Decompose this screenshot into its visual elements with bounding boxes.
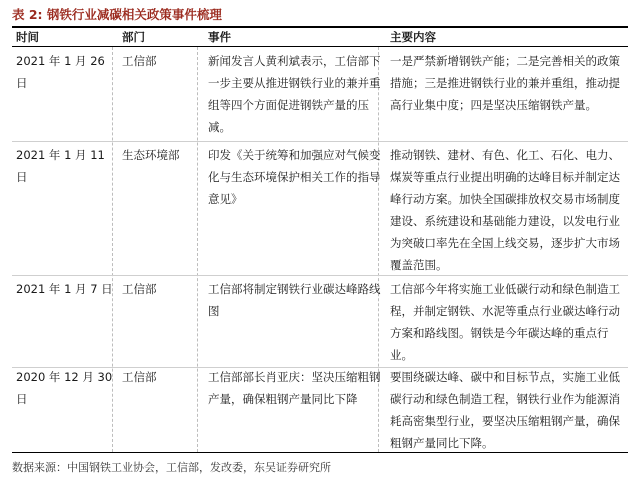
header-content: 主要内容 xyxy=(390,30,436,44)
header-event: 事件 xyxy=(208,30,231,44)
cell-content: 要围绕碳达峰、碳中和目标节点，实施工业低碳行动和绿色制造工程，钢铁行业作为能源消耗高密集型行业，要坚决压缩粗钢产量，确保粗钢产量同比下降。 xyxy=(390,370,620,450)
cell-dept: 工信部 xyxy=(122,370,157,384)
cell-content: 工信部今年将实施工业低碳行动和绿色制造工程，并制定钢铁、水泥等重点行业碳达峰行动方案和路线图。钢铁是今年碳达峰的重点行业。 xyxy=(390,282,620,362)
cell-dept: 工信部 xyxy=(122,282,157,296)
cell-event: 工信部部长肖亚庆：坚决压缩粗钢产量，确保粗钢产量同比下降 xyxy=(208,370,381,406)
table-row xyxy=(12,276,628,368)
cell-dept: 工信部 xyxy=(122,54,157,68)
header-rule xyxy=(12,46,628,47)
cell-content: 推动钢铁、建材、有色、化工、石化、电力、煤炭等重点行业提出明确的达峰目标并制定达峰行动方案。加快全国碳排放权交易市场制度建设、系统建设和基础能力建设，以发电行业为突破口率先在全国上线交易，逐步扩大市场覆盖范围。 xyxy=(390,148,620,272)
table-title: 表 2: 钢铁行业减碳相关政策事件梳理 xyxy=(12,7,222,22)
source-note: 数据来源：中国钢铁工业协会，工信部，发改委，东吴证券研究所 xyxy=(12,461,331,474)
table-row xyxy=(12,50,628,142)
cell-dept: 生态环境部 xyxy=(122,148,180,162)
bottom-rule xyxy=(12,452,628,453)
table-row xyxy=(12,142,628,276)
table-row xyxy=(12,368,628,452)
cell-event: 工信部将制定钢铁行业碳达峰路线图 xyxy=(208,282,381,318)
cell-time: 2021 年 1 月 26 日 xyxy=(16,54,105,90)
cell-event: 新闻发言人黄利斌表示，工信部下一步主要从推进钢铁行业的兼并重组等四个方面促进钢铁产量的压减。 xyxy=(208,54,381,134)
header-time: 时间 xyxy=(16,30,39,44)
cell-time: 2021 年 1 月 7 日 xyxy=(16,282,113,296)
table-header xyxy=(12,28,628,46)
cell-time: 2020 年 12 月 30 日 xyxy=(16,370,113,406)
cell-time: 2021 年 1 月 11 日 xyxy=(16,148,105,184)
cell-event: 印发《关于统筹和加强应对气候变化与生态环境保护相关工作的指导意见》 xyxy=(208,148,381,206)
cell-content: 一是严禁新增钢铁产能；二是完善相关的政策措施；三是推进钢铁行业的兼并重组，推动提高行业集中度；四是坚决压缩钢铁产量。 xyxy=(390,54,620,112)
header-dept: 部门 xyxy=(122,30,145,44)
